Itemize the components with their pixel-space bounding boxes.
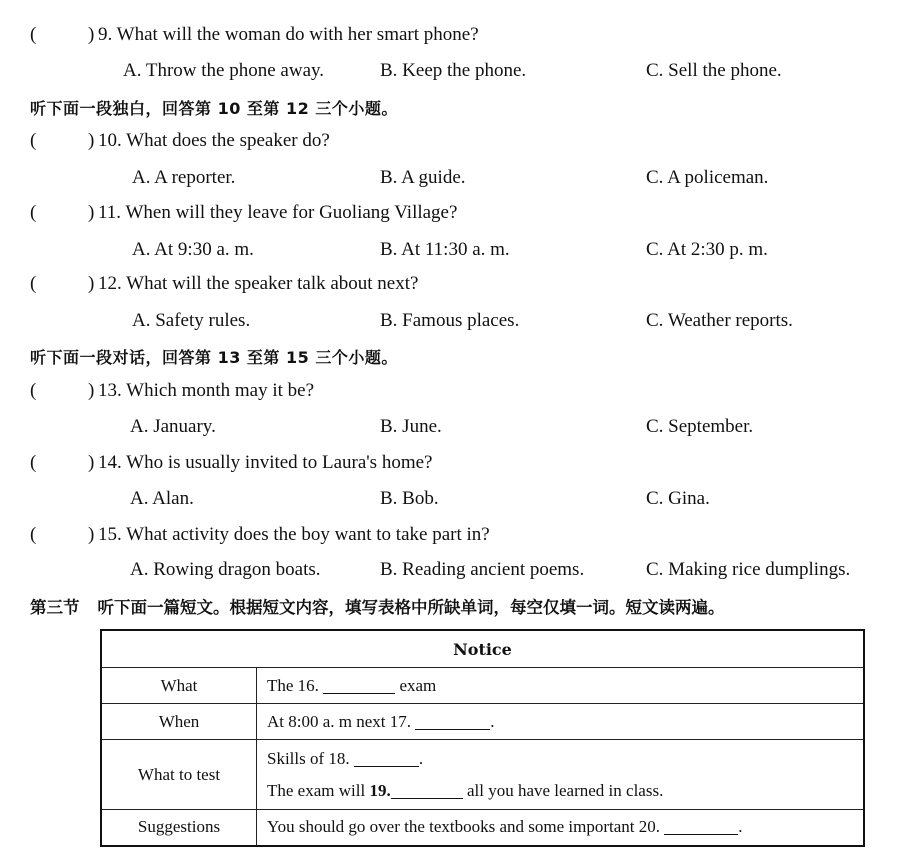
question-14: ( ) 14. Who is usually invited to Laura's home? xyxy=(30,452,433,473)
question-number: 15 xyxy=(98,524,117,545)
content-text: You should go over the textbooks and some important 20. xyxy=(267,817,661,837)
question-number: 14 xyxy=(98,452,117,473)
options-11 xyxy=(0,239,903,265)
question-text: What will the speaker talk about next? xyxy=(126,273,419,294)
question-11: ( ) 11. When will they leave for Guoliang Village? xyxy=(30,202,458,223)
answer-paren-close: ) xyxy=(88,452,95,473)
row-content-when xyxy=(257,704,865,740)
answer-paren-open: ( xyxy=(30,273,37,294)
option-c: C. Sell the phone. xyxy=(646,60,782,81)
table-row xyxy=(101,740,864,810)
question-text: Who is usually invited to Laura's home? xyxy=(126,452,433,473)
answer-paren-open: ( xyxy=(30,130,37,151)
row-label-suggestions: Suggestions xyxy=(101,810,257,846)
option-b: B. Bob. xyxy=(380,488,439,509)
question-10: ( ) 10. What does the speaker do? xyxy=(30,130,330,151)
content-text: The 16. xyxy=(267,675,319,695)
blank-17[interactable] xyxy=(415,712,490,730)
notice-title: Notice xyxy=(101,630,864,668)
answer-paren-open: ( xyxy=(30,452,37,473)
section-label: 第三节 xyxy=(30,598,80,617)
table-row xyxy=(101,668,864,704)
blank-19[interactable] xyxy=(391,781,463,799)
question-number: 10 xyxy=(98,130,117,151)
option-b: B. Reading ancient poems. xyxy=(380,559,585,580)
answer-paren-open: ( xyxy=(30,202,37,223)
option-c: C. A policeman. xyxy=(646,167,769,188)
blank-number: 19. xyxy=(369,780,391,800)
content-text: all you have learned in class. xyxy=(466,780,664,800)
options-10 xyxy=(0,167,903,193)
notice-table xyxy=(100,629,865,847)
option-b: B. At 11:30 a. m. xyxy=(380,239,510,260)
content-text: . xyxy=(738,817,743,837)
option-b: B. Keep the phone. xyxy=(380,60,527,81)
content-text: exam xyxy=(399,675,437,695)
option-b: B. Famous places. xyxy=(380,310,520,331)
instruction-dialogue: 听下面一段对话，回答第 13 至第 15 三个小题。 xyxy=(30,348,398,367)
blank-18[interactable] xyxy=(354,749,419,767)
option-b: B. A guide. xyxy=(380,167,466,188)
options-15 xyxy=(0,559,903,585)
option-c: C. Making rice dumplings. xyxy=(646,559,851,580)
question-number: 12 xyxy=(98,273,117,294)
question-text: Which month may it be? xyxy=(126,380,315,401)
row-label-what-to-test: What to test xyxy=(101,740,257,810)
question-9: ( ) 9. What will the woman do with her smart phone? xyxy=(30,24,479,45)
question-15: ( ) 15. What activity does the boy want to take part in? xyxy=(30,524,490,545)
option-b: B. June. xyxy=(380,416,442,437)
row-content-suggestions xyxy=(257,810,865,846)
option-a: A. A reporter. xyxy=(132,167,236,188)
question-number: 9 xyxy=(98,24,108,45)
option-c: C. Gina. xyxy=(646,488,710,509)
answer-paren-open: ( xyxy=(30,24,37,45)
content-text: . xyxy=(490,711,495,731)
question-13: ( ) 13. Which month may it be? xyxy=(30,380,315,401)
answer-paren-close: ) xyxy=(88,24,95,45)
row-content-what-to-test xyxy=(257,740,865,810)
options-13 xyxy=(0,416,903,442)
answer-paren-open: ( xyxy=(30,524,37,545)
blank-20[interactable] xyxy=(664,817,738,835)
option-a: A. Safety rules. xyxy=(132,310,251,331)
answer-paren-close: ) xyxy=(88,130,95,151)
content-text: . xyxy=(418,748,424,768)
section-instruction: 听下面一篇短文。根据短文内容，填写表格中所缺单词，每空仅填一词。短文读两遍。 xyxy=(97,598,725,617)
content-text: The exam will xyxy=(267,780,366,800)
option-a: A. Throw the phone away. xyxy=(123,60,325,81)
options-14 xyxy=(0,488,903,514)
content-line xyxy=(267,775,853,807)
option-a: A. Rowing dragon boats. xyxy=(130,559,321,580)
options-12 xyxy=(0,310,903,336)
answer-paren-close: ) xyxy=(88,202,95,223)
answer-paren-close: ) xyxy=(88,524,95,545)
question-text: What will the woman do with her smart phone? xyxy=(116,24,479,45)
options-9 xyxy=(0,60,903,86)
instruction-monologue: 听下面一段独白，回答第 10 至第 12 三个小题。 xyxy=(30,99,398,118)
answer-paren-close: ) xyxy=(88,273,95,294)
question-text: What activity does the boy want to take part in? xyxy=(126,524,490,545)
answer-paren-close: ) xyxy=(88,380,95,401)
question-12: ( ) 12. What will the speaker talk about next? xyxy=(30,273,419,294)
option-c: C. At 2:30 p. m. xyxy=(646,239,768,260)
option-c: C. September. xyxy=(646,416,754,437)
question-number: 13 xyxy=(98,380,117,401)
option-c: C. Weather reports. xyxy=(646,310,793,331)
content-line xyxy=(267,743,853,775)
content-text: Skills of 18. xyxy=(267,748,350,768)
question-number: 11 xyxy=(98,202,117,223)
blank-16[interactable] xyxy=(323,676,395,694)
question-text: When will they leave for Guoliang Village? xyxy=(125,202,458,223)
option-a: A. Alan. xyxy=(130,488,194,509)
row-label-when: When xyxy=(101,704,257,740)
content-text: At 8:00 a. m next 17. xyxy=(267,711,412,731)
table-row xyxy=(101,704,864,740)
section-3-heading xyxy=(30,594,725,618)
row-label-what: What xyxy=(101,668,257,704)
question-text: What does the speaker do? xyxy=(126,130,330,151)
row-content-what xyxy=(257,668,865,704)
answer-paren-open: ( xyxy=(30,380,37,401)
option-a: A. January. xyxy=(130,416,216,437)
table-row xyxy=(101,810,864,846)
option-a: A. At 9:30 a. m. xyxy=(132,239,254,260)
